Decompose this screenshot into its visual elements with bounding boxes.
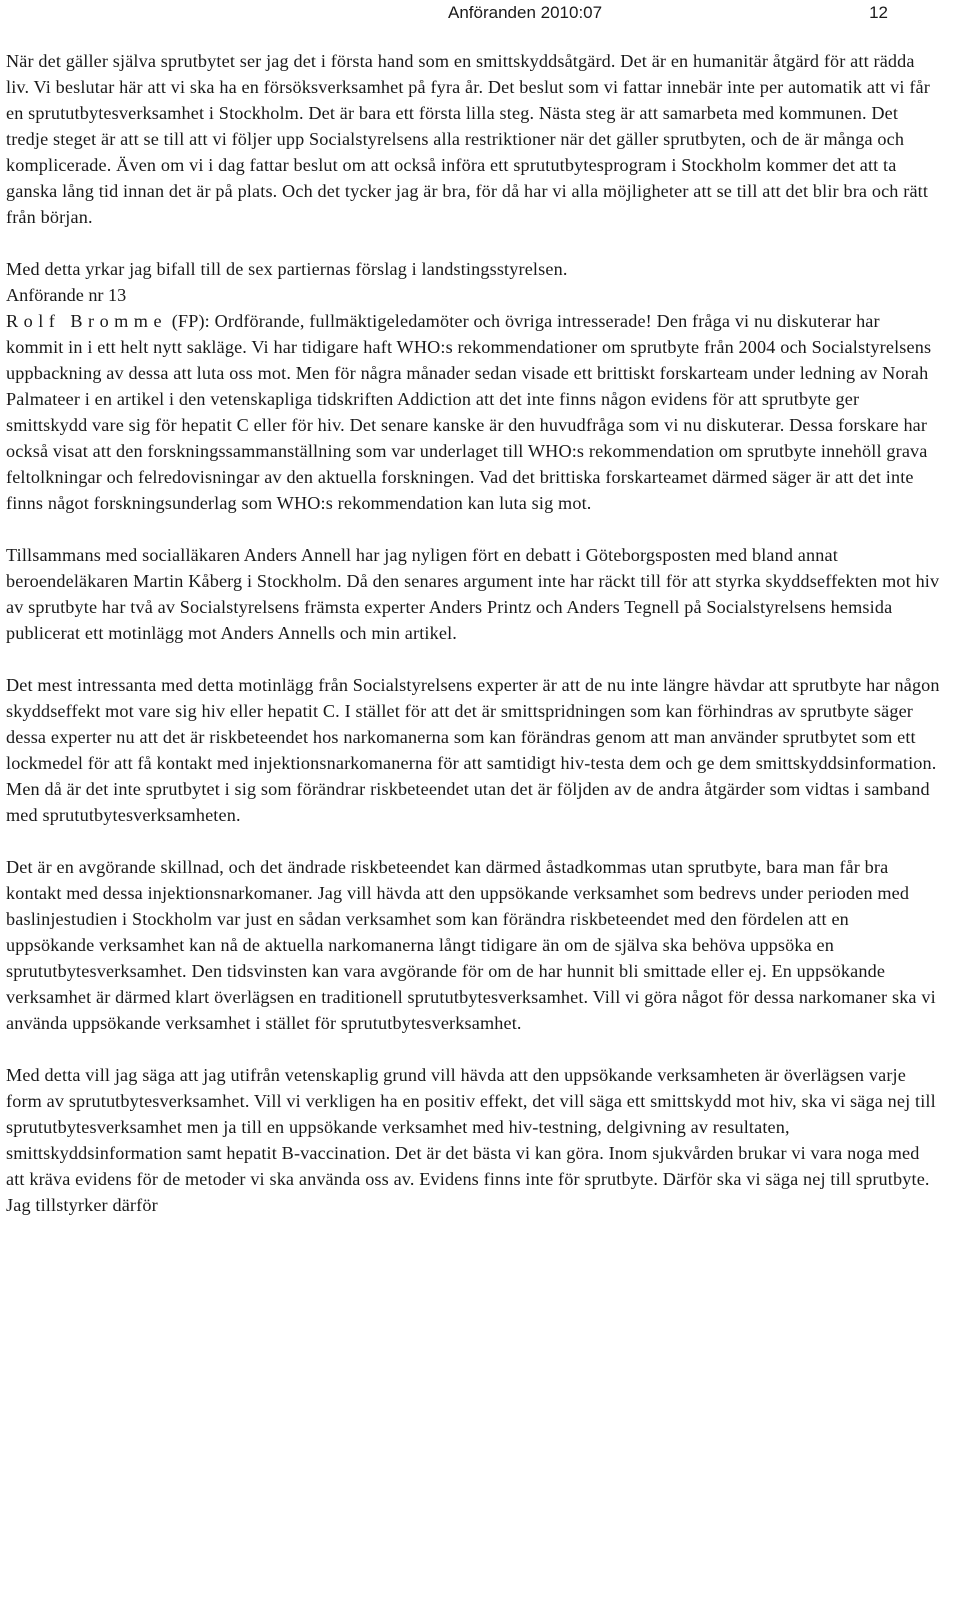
body-paragraph: När det gäller själva sprutbytet ser jag det i första hand som en smittskyddsåtgärd. Det är en humanitär åtgärd för att rädda liv. Vi beslutar här att vi ska ha en försöksverksamhet på fyra år. Det beslut som vi fattar innebär inte per automatik att vi får en sprututbytesverksamhet i Stockholm. Det är bara ett första lilla steg. Nästa steg är att samarbeta med kommunen. Det tredje steget är att se till att vi följer upp Socialstyrelsens alla restriktioner när det gäller sprutbyten, och de är många och komplicerade. Även om vi i dag fattar beslut om att också införa ett sprututbytesprogram i Stockholm kommer det att ta ganska lång tid innan det är på plats. Och det tycker jag är bra, för då har vi alla möjligheter att se till att det blir bra och rätt från början. [6, 51, 930, 227]
body-paragraph: Tillsammans med socialläkaren Anders Annell har jag nyligen fört en debatt i Göteborgsposten med bland annat beroendeläkaren Martin Kåberg i Stockholm. Då den senares argument inte har räckt till för att styrka skyddseffekten mot hiv av sprutbyte har två av Socialstyrelsens främsta experter Anders Printz och Anders Tegnell på Socialstyrelsens hemsida publicerat ett motinlägg mot Anders Annells och min artikel. [6, 545, 940, 643]
body-paragraph: Med detta vill jag säga att jag utifrån vetenskaplig grund vill hävda att den uppsökande verksamheten är överlägsen varje form av sprututbytesverksamhet. Vill vi verkligen ha en positiv effekt, det vill säga ett smittskydd mot hiv, ska vi säga nej till sprututbytesverksamhet men ja till en uppsökande verksamhet med hiv-testning, delgivning av resultaten, smittskyddsinformation samt hepatit B-vaccination. Det är det bästa vi kan göra. Inom sjukvården brukar vi vara noga med att kräva evidens för de metoder vi ska använda oss av. Evidens finns inte för sprutbyte. Därför ska vi säga nej till sprutbyte. Jag tillstyrker därför [6, 1065, 936, 1215]
speaker-party: (FP): [167, 311, 215, 331]
document-title: Anföranden 2010:07 [448, 3, 603, 22]
body-paragraph: Det mest intressanta med detta motinlägg från Socialstyrelsens experter är att de nu inte längre hävdar att sprutbyte har någon skyddseffekt mot vare sig hiv eller hepatit C. I stället för att det är smittspridningen som kan förhindras av sprutbyte säger dessa experter nu att det är riskbeteendet hos narkomanerna som kan förändras genom att man använder sprutbytet som ett lockmedel för att få kontakt med injektionsnarkomanerna för att samtidigt hiv-testa dem och ge dem smittskyddsinformation. Men då är det inte sprutbytet i sig som förändrar riskbeteendet utan det är följden av de andra åtgärder som vidtas i samband med sprututbytesverksamheten. [6, 675, 940, 825]
speech-opening-text: Ordförande, fullmäktigeledamöter och övriga intresserade! Den fråga vi nu diskuterar har kommit in i ett helt nytt sakläge. Vi har tidigare haft WHO:s rekommendationer om sprutbyte från 2004 och Socialstyrelsens uppbackning av dessa att luta oss mot. Men för några månader sedan visade ett brittiskt forskarteam under ledning av Norah Palmateer i en artikel i den vetenskapliga tidskriften Addiction att det inte finns någon evidens för att sprutbyte ger smittskydd vare sig för hepatit C eller för hiv. Det senare kanske är den huvudfråga som vi nu diskuterar. Dessa forskare har också visat att den forskningssammanställning som var underlaget till WHO:s rekommendation om sprutbyte innehöll grava feltolkningar och felredovisningar av den aktuella forskningen. Vad det brittiska forskarteamet därmed säger är att det inte finns något forskningsunderlag som WHO:s rekommendation kan luta sig mot. [6, 311, 932, 513]
speech-heading: Anförande nr 13 [6, 285, 127, 305]
speaker-name: Rolf Bromme [6, 311, 168, 331]
body-paragraph: Det är en avgörande skillnad, och det ändrade riskbeteendet kan därmed åstadkommas utan sprutbyte, bara man får bra kontakt med dessa injektionsnarkomaner. Jag vill hävda att den uppsökande verksamhet som bedrevs under perioden med baslinjestudien i Stockholm var just en sådan verksamhet som kan förändra riskbeteendet med den fördelen att en uppsökande verksamhet kan nå de aktuella narkomanerna långt tidigare än om de själva ska behöva uppsöka en sprututbytesverksamhet. Den tidsvinsten kan vara avgörande för om de har hunnit bli smittade eller ej. En uppsökande verksamhet är därmed klart överlägsen en traditionell sprututbytesverksamhet. Vill vi göra något för dessa narkomaner ska vi använda uppsökande verksamhet i stället för sprututbytesverksamhet. [6, 857, 936, 1033]
body-paragraph: Med detta yrkar jag bifall till de sex partiernas förslag i landstingsstyrelsen. [6, 259, 568, 279]
document-body [6, 48, 940, 1218]
page-header [448, 2, 888, 24]
page-number: 12 [869, 3, 888, 22]
speech-opening-paragraph [6, 308, 940, 516]
